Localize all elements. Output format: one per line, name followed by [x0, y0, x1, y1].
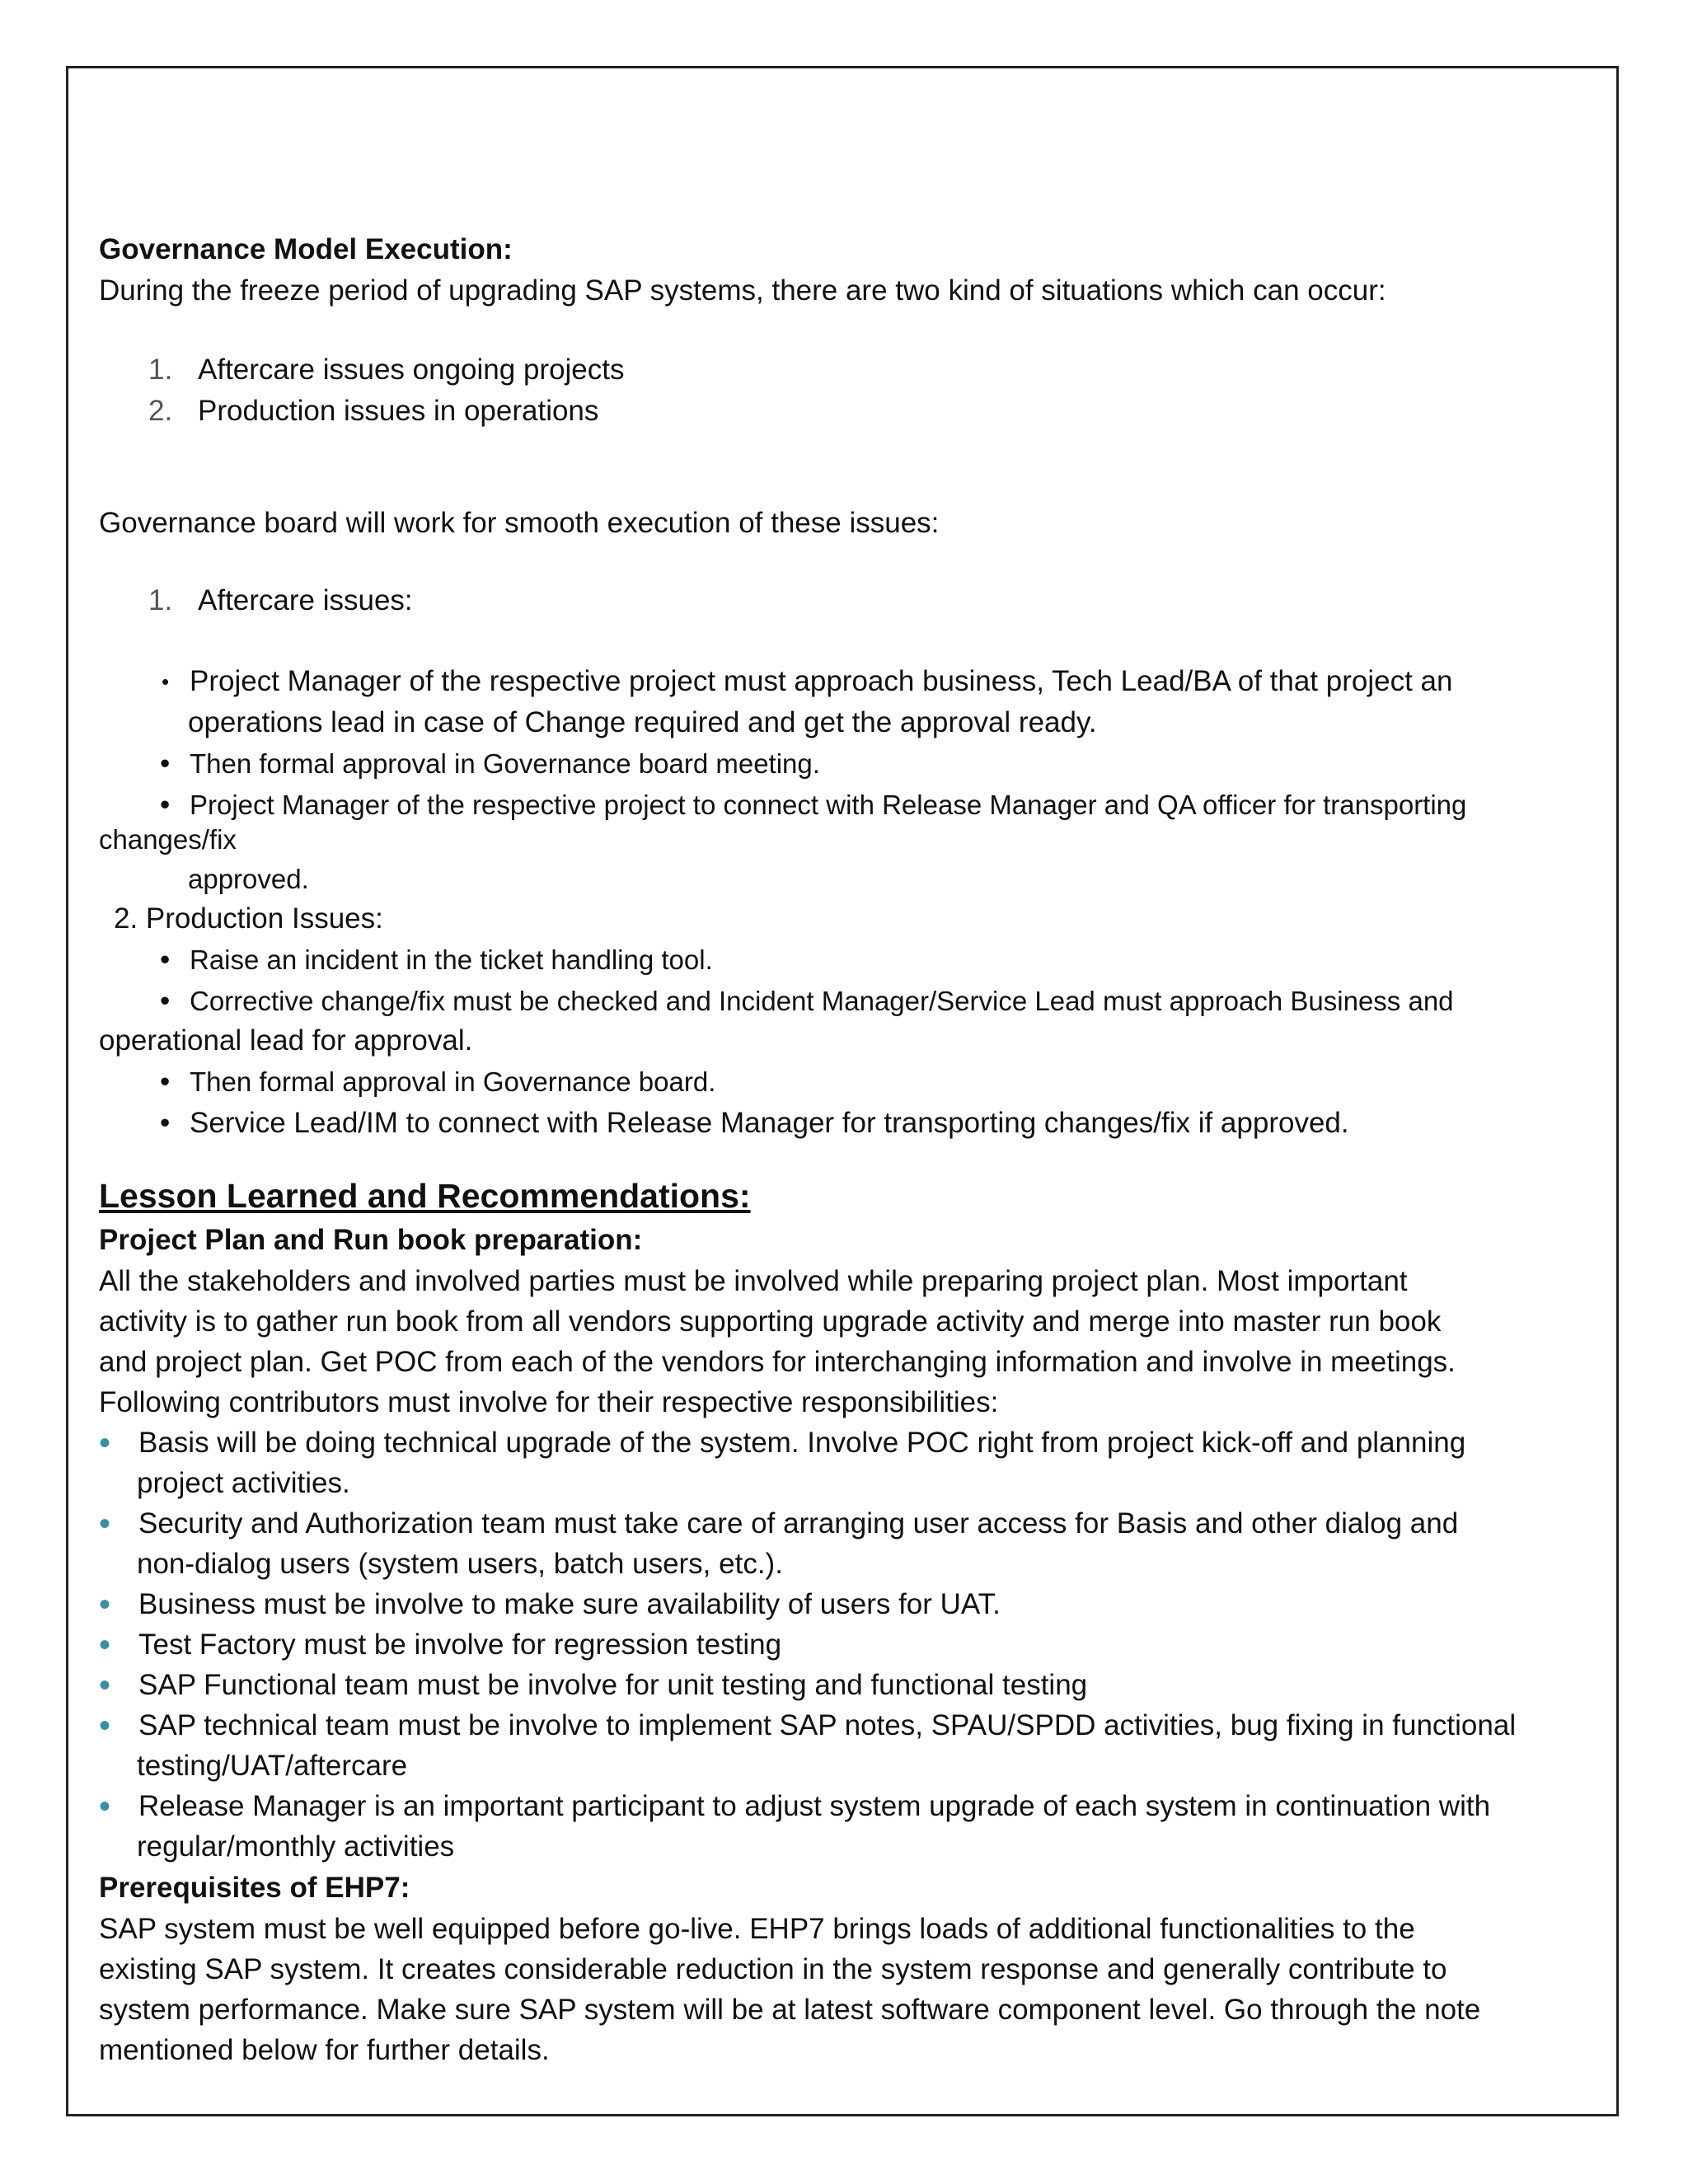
- aftercare-bullet-3-cont2: approved.: [188, 864, 309, 894]
- aftercare-bullet-2: Then formal approval in Governance board meeting.: [190, 748, 820, 779]
- lessons-subheading: Project Plan and Run book preparation:: [99, 1224, 643, 1256]
- bullet-icon: •: [160, 985, 171, 1017]
- bullet-icon: •: [99, 1506, 111, 1542]
- bullet-icon: •: [162, 669, 170, 694]
- contributor-bullet-basis: Basis will be doing technical upgrade of the system. Involve POC right from project kick-off and planning: [138, 1427, 1466, 1459]
- situation-item-2: [148, 392, 598, 430]
- bullet-icon: •: [99, 1586, 111, 1623]
- aftercare-bullet-1: Project Manager of the respective project must approach business, Tech Lead/BA of that project an: [190, 665, 1453, 697]
- contributor-bullet-technical-cont: testing/UAT/aftercare: [137, 1750, 408, 1782]
- list-text: Aftercare issues ongoing projects: [198, 354, 625, 386]
- contributor-bullet-basis-cont: project activities.: [137, 1467, 350, 1499]
- governance-heading: Governance Model Execution:: [99, 233, 513, 265]
- bullet-icon: •: [160, 1107, 171, 1139]
- prereq-heading: Prerequisites of EHP7:: [99, 1872, 410, 1904]
- aftercare-bullet-1-cont: operations lead in case of Change required and get the approval ready.: [188, 706, 1097, 738]
- bullet-icon: •: [99, 1667, 111, 1704]
- bullet-icon: •: [160, 944, 171, 976]
- list-number: 1.: [148, 584, 173, 616]
- bullet-icon: •: [99, 1627, 111, 1663]
- bullet-icon: •: [160, 789, 171, 821]
- lessons-heading: Lesson Learned and Recommendations:: [99, 1177, 751, 1215]
- lessons-paragraph-line-3: and project plan. Get POC from each of the vendors for interchanging information and involve in meetings.: [99, 1346, 1456, 1378]
- production-bullet-3: Then formal approval in Governance board.: [190, 1066, 716, 1097]
- situation-item-1: [148, 351, 625, 389]
- production-bullet-2-cont: operational lead for approval.: [99, 1024, 473, 1057]
- contributor-bullet-release-cont: regular/monthly activities: [137, 1830, 455, 1863]
- governance-board-text: Governance board will work for smooth execution of these issues:: [99, 507, 940, 539]
- contributor-bullet-technical: SAP technical team must be involve to implement SAP notes, SPAU/SPDD activities, bug fixing in functional: [138, 1709, 1517, 1741]
- list-text: Aftercare issues:: [198, 584, 413, 616]
- aftercare-title: [148, 582, 413, 620]
- prereq-paragraph-line-2: existing SAP system. It creates considerable reduction in the system response and generally contribute to: [99, 1953, 1447, 1985]
- contributor-bullet-functional: SAP Functional team must be involve for unit testing and functional testing: [138, 1669, 1088, 1701]
- bullet-icon: •: [99, 1788, 111, 1825]
- governance-intro: During the freeze period of upgrading SAP systems, there are two kind of situations which can occur:: [99, 274, 1386, 307]
- bullet-icon: •: [160, 1066, 171, 1098]
- contributor-bullet-security-cont: non-dialog users (system users, batch users, etc.).: [137, 1548, 783, 1580]
- list-number: 1.: [148, 354, 173, 386]
- bullet-icon: •: [160, 748, 171, 780]
- list-text: Production issues in operations: [198, 395, 599, 427]
- prereq-paragraph-line-3: system performance. Make sure SAP system will be at latest software component level. Go through the note: [99, 1994, 1481, 2026]
- list-number: 2.: [148, 395, 173, 427]
- production-bullet-4: Service Lead/IM to connect with Release Manager for transporting changes/fix if approved.: [190, 1107, 1349, 1139]
- production-bullet-1: Raise an incident in the ticket handling tool.: [190, 944, 713, 975]
- contributor-bullet-business: Business must be involve to make sure availability of users for UAT.: [138, 1588, 1001, 1620]
- aftercare-bullet-3-cont: changes/fix: [99, 824, 237, 855]
- lessons-paragraph-line-1: All the stakeholders and involved parties must be involved while preparing project plan. Most important: [99, 1265, 1408, 1297]
- prereq-paragraph-line-4: mentioned below for further details.: [99, 2034, 550, 2066]
- bullet-icon: •: [99, 1708, 111, 1744]
- contributor-bullet-release: Release Manager is an important participant to adjust system upgrade of each system in continuation with: [138, 1790, 1491, 1822]
- prereq-paragraph-line-1: SAP system must be well equipped before go-live. EHP7 brings loads of additional functionalities to the: [99, 1913, 1415, 1945]
- bullet-icon: •: [99, 1425, 111, 1461]
- production-title: 2. Production Issues:: [114, 902, 383, 935]
- production-bullet-2: Corrective change/fix must be checked and Incident Manager/Service Lead must approach Business and: [190, 986, 1454, 1016]
- contributor-bullet-security: Security and Authorization team must take care of arranging user access for Basis and other dialog and: [138, 1507, 1459, 1540]
- contributor-bullet-test-factory: Test Factory must be involve for regression testing: [138, 1629, 782, 1661]
- aftercare-bullet-3: Project Manager of the respective project to connect with Release Manager and QA officer for transporting: [190, 790, 1467, 820]
- lessons-paragraph-line-2: activity is to gather run book from all vendors supporting upgrade activity and merge into master run book: [99, 1305, 1442, 1338]
- lessons-paragraph-line-4: Following contributors must involve for their respective responsibilities:: [99, 1386, 999, 1418]
